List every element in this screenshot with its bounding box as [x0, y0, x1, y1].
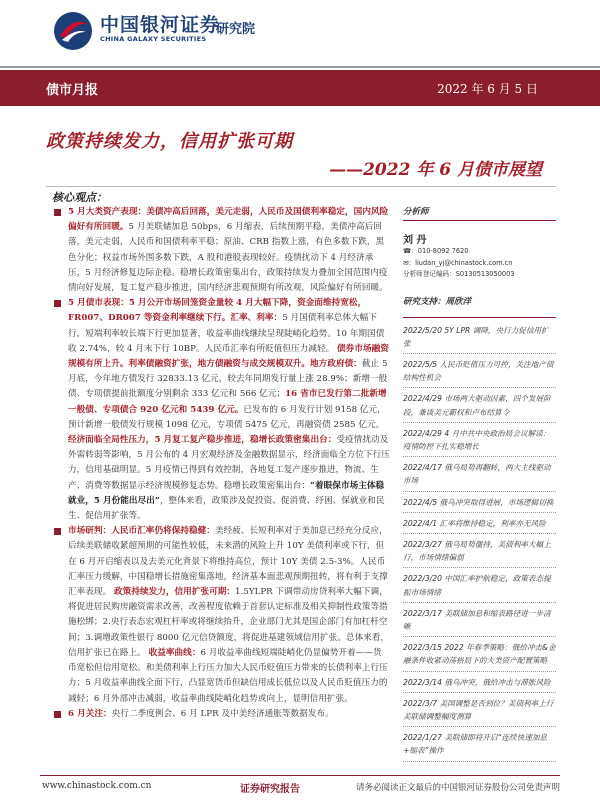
- paragraph-text: 截止 5 月底，今年地方债发行 32833.13 亿元，较去年同期发行量上涨 28.9%；新增一般债、专项债提前批额度分别剩余 333 亿元和 566 亿元；: [68, 359, 388, 400]
- list-item: [52, 524, 390, 706]
- paragraph-text: 已发布的 6 月发行计划 9158 亿元，预计新增一般债发行规模 1098 亿元，专项债 5475 亿元，再融资债 2585 亿元。: [68, 404, 386, 430]
- related-report-item[interactable]: 2022/5/5 人民币贬值压力可控，关注地产债结构性机会: [403, 358, 556, 388]
- analyst-email[interactable]: ✉：liudan_yj@chinastock.com.cn: [403, 258, 513, 267]
- analyst-phone: ☎：010-8092 7620: [403, 247, 469, 255]
- brand-name-cn: 中国银河证券: [100, 14, 221, 36]
- paragraph-text: ，整体来看，政策涉及促投资、促消费、纾困、保就业和民生、促信用扩张等。: [68, 495, 385, 522]
- paragraph-text: 5 月美联储加息 50bps，6 月缩表，后续预期平稳，美债冲高后回落，美元走弱，人民币和国债利率平稳；原油、CRB 指数上涨，有色多数下跌，黑色分化；权益市场外围多数下跌，A 股和港股表现较好。疫情扰动下 4 月经济承压，5 月经济修复边际企稳。稳增长政策密集出台，政策持续发力叠加全国范围内疫情向好发展，复工复产稳步推进，国内经济悲观预期有所改观，风险偏好有所回暖。: [68, 222, 388, 294]
- title-divider: [46, 186, 556, 187]
- report-date: 2022 年 6 月 5 日: [437, 82, 538, 96]
- bullet-icon: [54, 209, 61, 216]
- bullet-icon: [54, 528, 61, 535]
- footer-divider: [40, 775, 560, 776]
- related-report-item[interactable]: 2022/4/5 俄乌冲突取得进展，市场逻辑切换: [403, 496, 556, 513]
- paragraph-lead: 债券市场融资规模有所上升。利率债融资扩张，地方债融资与成交规模双升。地方政府债：: [68, 343, 389, 370]
- list-item: [52, 707, 390, 722]
- related-report-item[interactable]: 2022/4/1 汇率将维持稳定，利率亦无风险: [403, 517, 556, 534]
- related-reports: [403, 324, 556, 762]
- related-report-item[interactable]: 2022/3/14 俄乌冲突，俄给冲击与滞胀风险: [403, 676, 556, 693]
- related-report-item[interactable]: 2022/3/17 美联储加息和缩表路径进一步清晰: [403, 607, 556, 637]
- institute-label: 研究院: [216, 22, 256, 37]
- list-item: [52, 205, 390, 296]
- paragraph-text: 受疫情扰动及外需转弱等影响，5 月公布的 4 月宏观经济及金融数据显示，经济面临全方位下行压力，信用基础明显。5 月疫情已得到有效控制，各地复工复产逐步推进，物流、生产、消费等数据显示经济规模修复态势。稳增长政策密集出台：: [68, 435, 390, 491]
- report-type: 债市月报: [46, 83, 99, 98]
- related-report-item[interactable]: 2022/3/27 俄乌局势僵持，美债利率大幅上行，市场情绪偏弱: [403, 538, 556, 568]
- bullet-icon: [54, 711, 61, 718]
- related-report-item[interactable]: 2022/4/29 4 月中共中央政治局会议解读：疫情防控下扎实稳增长: [403, 427, 556, 457]
- sidebar-divider: [403, 220, 556, 221]
- report-header: [0, 0, 600, 76]
- list-item: [52, 296, 390, 433]
- footer-disclaimer: 请务必阅读正文最后的中国银河证券股份公司免责声明: [355, 783, 560, 793]
- galaxy-logo-icon: [52, 10, 94, 52]
- paragraph-text: 央行二季度例会、6 月 LPR 及中美经济通胀等数据发布。: [111, 708, 334, 719]
- related-report-item[interactable]: 2022/3/20 中国汇率护航稳定，政策表态提振市场情绪: [403, 572, 556, 602]
- bullet-icon: [54, 300, 61, 307]
- report-subtitle: ——2022 年 6 月债市展望: [329, 160, 542, 180]
- related-report-item[interactable]: 2022/1/27 美联储即将开启“连续快速加息+缩表”操作: [403, 731, 556, 761]
- paragraph-text: 1.5YLPR 下调带动房贷利率大幅下调，将促进居民购房融资需求改善，改善程度依赖于首套认定标准及相关抑制性政策等措施松绑；2.央行表态宏观杠杆率或将继续抬升，企业部门尤其是国企部门有加杠杆空间；3.调增政策性银行 8000 亿元信贷额度，将促进基建领域信用扩张。总体来看，信用扩张已在路上。: [68, 587, 390, 658]
- analyst-name: 刘 丹: [403, 235, 427, 246]
- paragraph-lead: 6 月关注：: [68, 708, 112, 719]
- core-points-heading: 核心观点：: [52, 191, 107, 204]
- related-report-item[interactable]: 2022/4/29 市场两大驱动因素，四个发展阶段，兼谈美元霸权和卢布结算令: [403, 392, 556, 422]
- core-points-body: [52, 205, 390, 722]
- related-report-item[interactable]: 2022/5/20 5Y LPR 调降，央行力促信用扩张: [403, 324, 556, 354]
- brand-name-en: CHINA GALAXY SECURITIES: [100, 35, 207, 43]
- related-report-item[interactable]: 2022/3/15 2022 年春季策略：俄给冲击&金融条件收紧动荡格局下的大类资产配置策略: [403, 641, 556, 671]
- footer-website[interactable]: www.chinastock.com.cn: [42, 781, 152, 791]
- header-divider: [0, 66, 600, 68]
- paragraph-quote: “着眼保市场主体稳就业，5 月份能出尽出”: [68, 480, 385, 506]
- footer-report-label: 证券研究报告: [240, 784, 300, 795]
- related-report-item[interactable]: 2022/4/17 俄乌局势再翻转，两大主线驱动市场: [403, 461, 556, 491]
- analyst-heading: 分析师: [403, 207, 429, 217]
- analyst-cert: 分析师登记编码：S0130513050003: [403, 270, 515, 278]
- paragraph-lead: 5 月大类资产表现：美债冲高后回落，美元走弱，人民币及国债利率稳定，国内风险偏好有所回暖。: [68, 207, 389, 233]
- related-report-item[interactable]: 2022/3/7 美国调整是否到位？美债利率上行美联储调整幅度测算: [403, 697, 556, 727]
- paragraph-lead: 5 月债市表现：5 月公开市场回笼资金量较 4 月大幅下降，资金面维持宽松，FR007、DR007 等资金利率继续下行。汇率、利率：: [68, 298, 367, 324]
- paragraph-lead: 16 省市已发行第二批新增一般债、专项债合 920 亿元和 5439 亿元。: [68, 389, 387, 415]
- support-label: 研究支持：周欣洋: [403, 296, 472, 307]
- report-title: 政策持续发力，信用扩张可期: [46, 131, 293, 152]
- sidebar: [403, 205, 556, 766]
- paragraph-lead: 收益率曲线：: [148, 647, 201, 658]
- paragraph-text: 美经疲、长短利率对于美加息已经充分反应，后续美联储收紧超预期的可能性较低，未来潜的风险上升 10Y 美债利率或下行，但在 6 月开启缩表以及去美元化背景下将维持高位，预计 10Y 美债 2.5-3%。人民币汇率压力缓解，中国稳增长措施密集落地，经济基本面悲观预期扭转，将有利于支撑汇率表现。: [68, 526, 388, 598]
- paragraph-text: 5 月国债利率总体大幅下行，短端利率较长端下行更加显著，收益率曲线继续呈现陡峭化趋势。10 年期国债收 2.74%，较 4 月末下行 10BP。人民币汇率有所贬值但压力减轻。: [68, 313, 385, 354]
- paragraph-lead: 市场研判：人民币汇率仍将保持稳健：: [68, 526, 215, 537]
- list-item: [52, 433, 390, 524]
- paragraph-text: 6 月收益率曲线短端陡峭化仍显偏势开着——货币宽松但信用宽松。和美债利率上行压力加大人民币贬值压力带来的长债利率上行压力；5 月收益率曲线全面下行，凸显宽货币但缺信用成长低位以及人民币贬值压力的减轻；6 月外部冲击减弱，收益率曲线陡峭化趋势或向上，显明信用扩张。: [68, 647, 388, 704]
- report-band: [0, 70, 600, 106]
- paragraph-lead: 经济面临全局性压力，5 月复工复产稳步推进，稳增长政策密集出台：: [68, 435, 337, 446]
- sidebar-divider: [403, 317, 556, 318]
- paragraph-lead: 政策持续发力，信用扩张可期：: [114, 587, 236, 598]
